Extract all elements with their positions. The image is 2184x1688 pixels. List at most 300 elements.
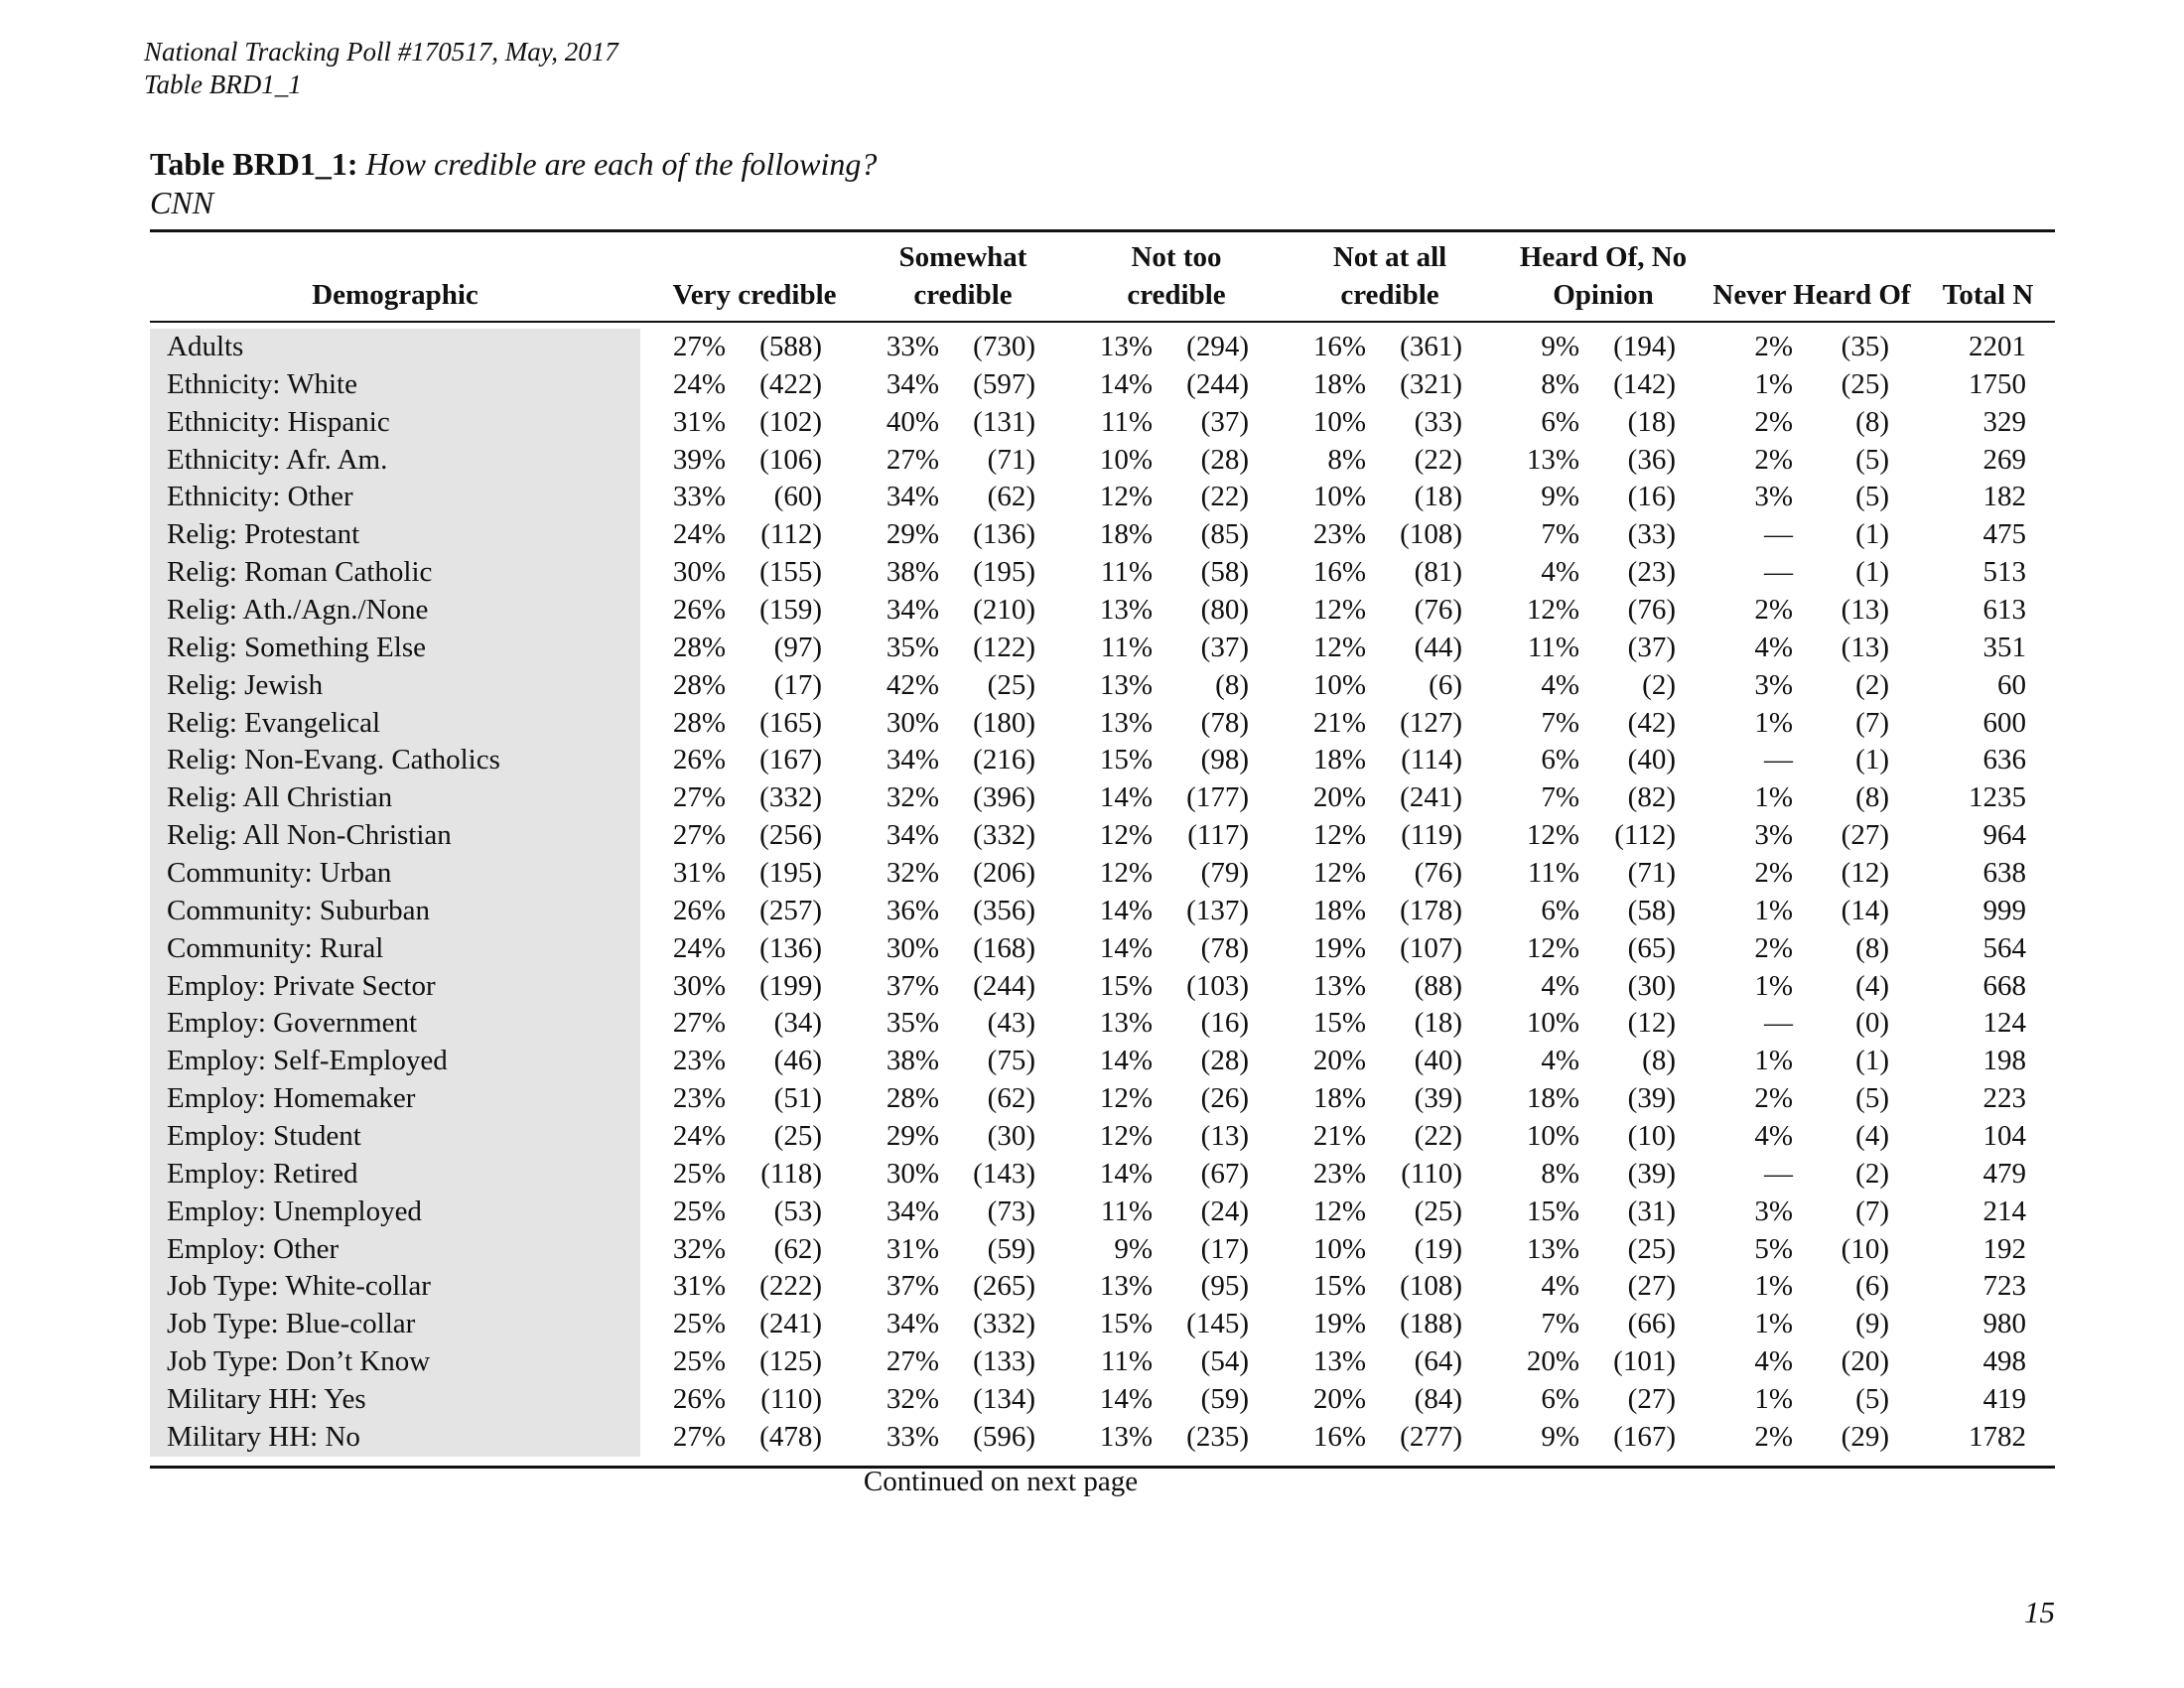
not-at-all-credible-count: (40)	[1414, 1045, 1462, 1077]
table-row	[150, 1118, 2055, 1156]
not-too-credible-count: (54)	[1200, 1345, 1249, 1378]
not-too-credible-count: (117)	[1187, 819, 1249, 852]
not-too-credible-percent: 13%	[1099, 706, 1153, 739]
top-rule	[150, 229, 2055, 232]
never-heard-of-percent: 1%	[1754, 1045, 1793, 1077]
somewhat-credible-percent: 37%	[886, 1270, 939, 1303]
somewhat-credible-percent: 33%	[886, 331, 939, 362]
never-heard-of-percent: 1%	[1754, 367, 1793, 400]
heard-of-no-opinion-percent: 15%	[1526, 1195, 1579, 1227]
row-label: Employ: Homemaker	[167, 1082, 416, 1115]
never-heard-of-count: (25)	[1841, 367, 1889, 400]
not-at-all-credible-count: (44)	[1414, 631, 1462, 663]
total-n: 269	[1982, 443, 2026, 476]
very-credible-percent: 30%	[672, 556, 726, 589]
very-credible-count: (53)	[773, 1195, 822, 1227]
not-too-credible-percent: 11%	[1100, 556, 1153, 589]
row-label: Community: Urban	[167, 857, 392, 890]
row-label: Community: Rural	[167, 931, 384, 964]
heard-of-no-opinion-percent: 10%	[1526, 1120, 1579, 1153]
very-credible-percent: 25%	[672, 1345, 726, 1378]
not-too-credible-count: (26)	[1200, 1082, 1249, 1115]
total-n: 182	[1982, 481, 2026, 513]
never-heard-of-count: (8)	[1855, 781, 1889, 814]
heard-of-no-opinion-percent: 4%	[1541, 1270, 1579, 1303]
not-at-all-credible-percent: 21%	[1312, 706, 1366, 739]
somewhat-credible-percent: 32%	[886, 857, 939, 890]
very-credible-percent: 27%	[672, 1420, 726, 1453]
table-row	[150, 442, 2055, 480]
not-at-all-credible-count: (110)	[1401, 1157, 1462, 1190]
very-credible-percent: 23%	[672, 1045, 726, 1077]
very-credible-count: (102)	[759, 405, 822, 438]
not-at-all-credible-percent: 18%	[1312, 367, 1366, 400]
heard-of-no-opinion-percent: 12%	[1526, 819, 1579, 852]
very-credible-percent: 24%	[672, 931, 726, 964]
not-too-credible-count: (177)	[1186, 781, 1249, 814]
not-at-all-credible-count: (88)	[1414, 969, 1462, 1002]
heard-of-no-opinion-percent: 11%	[1527, 631, 1579, 663]
never-heard-of-count: (14)	[1841, 894, 1889, 926]
never-heard-of-count: (10)	[1841, 1232, 1889, 1265]
never-heard-of-percent: 3%	[1754, 668, 1793, 701]
very-credible-count: (110)	[760, 1383, 822, 1416]
not-at-all-credible-count: (76)	[1414, 857, 1462, 890]
heard-of-no-opinion-count: (27)	[1627, 1383, 1676, 1416]
never-heard-of-count: (9)	[1855, 1308, 1889, 1340]
never-heard-of-percent: 4%	[1754, 1345, 1793, 1378]
row-label: Ethnicity: Other	[167, 481, 353, 513]
very-credible-count: (588)	[759, 331, 822, 362]
very-credible-percent: 28%	[672, 668, 726, 701]
never-heard-of-percent: 1%	[1754, 1383, 1793, 1416]
not-too-credible-percent: 14%	[1099, 1383, 1153, 1416]
never-heard-of-count: (7)	[1855, 1195, 1889, 1227]
not-at-all-credible-count: (39)	[1414, 1082, 1462, 1115]
very-credible-percent: 24%	[672, 367, 726, 400]
row-label: Relig: All Christian	[167, 781, 393, 814]
very-credible-percent: 24%	[672, 1120, 726, 1153]
not-too-credible-percent: 14%	[1099, 781, 1153, 814]
not-at-all-credible-count: (84)	[1414, 1383, 1462, 1416]
very-credible-count: (106)	[759, 443, 822, 476]
never-heard-of-count: (2)	[1855, 668, 1889, 701]
heard-of-no-opinion-percent: 7%	[1541, 518, 1579, 551]
very-credible-percent: 27%	[672, 781, 726, 814]
not-too-credible-percent: 12%	[1099, 1120, 1153, 1153]
not-at-all-credible-percent: 12%	[1312, 631, 1366, 663]
very-credible-count: (125)	[759, 1345, 822, 1378]
somewhat-credible-percent: 34%	[886, 744, 939, 776]
total-n: 124	[1982, 1007, 2026, 1040]
heard-of-no-opinion-percent: 9%	[1541, 331, 1579, 362]
not-too-credible-count: (244)	[1186, 367, 1249, 400]
somewhat-credible-count: (332)	[973, 1308, 1035, 1340]
very-credible-percent: 25%	[672, 1195, 726, 1227]
somewhat-credible-count: (136)	[973, 518, 1035, 551]
never-heard-of-percent: 1%	[1754, 781, 1793, 814]
not-too-credible-count: (37)	[1200, 631, 1249, 663]
not-at-all-credible-percent: 20%	[1312, 1383, 1366, 1416]
somewhat-credible-percent: 34%	[886, 367, 939, 400]
very-credible-count: (62)	[773, 1232, 822, 1265]
row-label: Relig: Roman Catholic	[167, 556, 433, 589]
never-heard-of-count: (6)	[1855, 1270, 1889, 1303]
row-label: Job Type: Blue-collar	[167, 1308, 416, 1340]
not-too-credible-percent: 15%	[1099, 744, 1153, 776]
very-credible-count: (478)	[759, 1420, 822, 1453]
row-label: Employ: Government	[167, 1007, 418, 1040]
table-row	[150, 479, 2055, 516]
never-heard-of-count: (8)	[1855, 931, 1889, 964]
not-at-all-credible-count: (33)	[1414, 405, 1462, 438]
somewhat-credible-count: (356)	[973, 894, 1035, 926]
total-n: 192	[1982, 1232, 2026, 1265]
not-too-credible-percent: 9%	[1114, 1232, 1153, 1265]
never-heard-of-count: (8)	[1855, 405, 1889, 438]
very-credible-count: (60)	[773, 481, 822, 513]
heard-of-no-opinion-count: (18)	[1627, 405, 1676, 438]
never-heard-of-count: (4)	[1855, 969, 1889, 1002]
somewhat-credible-count: (59)	[987, 1232, 1035, 1265]
heard-of-no-opinion-count: (25)	[1627, 1232, 1676, 1265]
table-row	[150, 1381, 2055, 1419]
not-too-credible-percent: 12%	[1099, 819, 1153, 852]
somewhat-credible-percent: 35%	[886, 631, 939, 663]
never-heard-of-percent: 4%	[1754, 631, 1793, 663]
not-at-all-credible-percent: 16%	[1312, 331, 1366, 362]
not-at-all-credible-count: (178)	[1400, 894, 1462, 926]
somewhat-credible-count: (73)	[987, 1195, 1035, 1227]
table-row	[150, 329, 2055, 366]
not-too-credible-percent: 14%	[1099, 1157, 1153, 1190]
heard-of-no-opinion-percent: 10%	[1526, 1007, 1579, 1040]
not-at-all-credible-count: (321)	[1400, 367, 1462, 400]
continued-text: Continued on next page	[863, 1466, 1139, 1497]
not-at-all-credible-percent: 18%	[1312, 894, 1366, 926]
somewhat-credible-count: (210)	[973, 594, 1035, 627]
never-heard-of-percent: 2%	[1754, 1082, 1793, 1115]
somewhat-credible-count: (244)	[973, 969, 1035, 1002]
somewhat-credible-count: (75)	[987, 1045, 1035, 1077]
never-heard-of-count: (20)	[1841, 1345, 1889, 1378]
very-credible-count: (422)	[759, 367, 822, 400]
somewhat-credible-percent: 38%	[886, 556, 939, 589]
not-at-all-credible-percent: 20%	[1312, 781, 1366, 814]
row-label: Ethnicity: White	[167, 367, 357, 400]
somewhat-credible-count: (71)	[987, 443, 1035, 476]
somewhat-credible-percent: 30%	[886, 706, 939, 739]
row-label: Military HH: No	[167, 1420, 360, 1453]
very-credible-count: (159)	[759, 594, 822, 627]
total-n: 60	[1997, 668, 2026, 701]
table-id: Table BRD1_1	[144, 70, 302, 99]
heard-of-no-opinion-percent: 4%	[1541, 668, 1579, 701]
never-heard-of-count: (13)	[1841, 631, 1889, 663]
not-at-all-credible-count: (107)	[1400, 931, 1462, 964]
total-n: 104	[1982, 1120, 2026, 1153]
heard-of-no-opinion-count: (42)	[1627, 706, 1676, 739]
somewhat-credible-percent: 36%	[886, 894, 939, 926]
somewhat-credible-percent: 34%	[886, 594, 939, 627]
heard-of-no-opinion-count: (8)	[1642, 1045, 1676, 1077]
heard-of-no-opinion-count: (101)	[1613, 1345, 1676, 1378]
row-label: Job Type: Don’t Know	[167, 1345, 431, 1378]
somewhat-credible-percent: 42%	[886, 668, 939, 701]
heard-of-no-opinion-count: (142)	[1613, 367, 1676, 400]
somewhat-credible-count: (168)	[973, 931, 1035, 964]
very-credible-count: (257)	[759, 894, 822, 926]
not-at-all-credible-percent: 8%	[1327, 443, 1366, 476]
very-credible-percent: 27%	[672, 331, 726, 362]
not-too-credible-count: (145)	[1186, 1308, 1249, 1340]
not-at-all-credible-count: (76)	[1414, 594, 1462, 627]
row-label: Employ: Unemployed	[167, 1195, 422, 1227]
very-credible-percent: 31%	[672, 405, 726, 438]
total-n: 638	[1982, 857, 2026, 890]
not-at-all-credible-percent: 12%	[1312, 1195, 1366, 1227]
table-row	[150, 404, 2055, 442]
heard-of-no-opinion-percent: 12%	[1526, 931, 1579, 964]
total-n: 723	[1982, 1270, 2026, 1303]
somewhat-credible-percent: 27%	[886, 1345, 939, 1378]
not-too-credible-percent: 13%	[1099, 331, 1153, 362]
table-row	[150, 1306, 2055, 1343]
not-too-credible-count: (95)	[1200, 1270, 1249, 1303]
heard-of-no-opinion-percent: 9%	[1541, 1420, 1579, 1453]
row-label: Ethnicity: Afr. Am.	[167, 443, 388, 476]
table-row	[150, 516, 2055, 554]
not-too-credible-percent: 14%	[1099, 1045, 1153, 1077]
heard-of-no-opinion-percent: 4%	[1541, 1045, 1579, 1077]
heard-of-no-opinion-count: (58)	[1627, 894, 1676, 926]
not-too-credible-percent: 11%	[1100, 631, 1153, 663]
not-at-all-credible-count: (119)	[1401, 819, 1462, 852]
table-subtitle: CNN	[150, 185, 214, 220]
somewhat-credible-count: (396)	[973, 781, 1035, 814]
somewhat-credible-percent: 31%	[886, 1232, 939, 1265]
heard-of-no-opinion-count: (30)	[1627, 969, 1676, 1002]
very-credible-count: (155)	[759, 556, 822, 589]
very-credible-percent: 26%	[672, 894, 726, 926]
never-heard-of-count: (0)	[1855, 1007, 1889, 1040]
not-too-credible-count: (67)	[1200, 1157, 1249, 1190]
row-label: Ethnicity: Hispanic	[167, 405, 390, 438]
not-too-credible-percent: 14%	[1099, 894, 1153, 926]
not-too-credible-count: (79)	[1200, 857, 1249, 890]
total-n: 600	[1982, 706, 2026, 739]
never-heard-of-percent: 1%	[1754, 1270, 1793, 1303]
heard-of-no-opinion-percent: 12%	[1526, 594, 1579, 627]
not-too-credible-percent: 11%	[1100, 1345, 1153, 1378]
not-too-credible-percent: 12%	[1099, 481, 1153, 513]
very-credible-percent: 26%	[672, 594, 726, 627]
page-header	[144, 36, 618, 101]
never-heard-of-count: (5)	[1855, 443, 1889, 476]
not-too-credible-count: (137)	[1186, 894, 1249, 926]
heard-of-no-opinion-count: (71)	[1627, 857, 1676, 890]
very-credible-percent: 25%	[672, 1157, 726, 1190]
never-heard-of-count: (29)	[1841, 1420, 1889, 1453]
very-credible-percent: 28%	[672, 706, 726, 739]
heard-of-no-opinion-count: (66)	[1627, 1308, 1676, 1340]
not-too-credible-count: (22)	[1200, 481, 1249, 513]
somewhat-credible-count: (597)	[973, 367, 1035, 400]
not-too-credible-percent: 14%	[1099, 931, 1153, 964]
heard-of-no-opinion-count: (36)	[1627, 443, 1676, 476]
somewhat-credible-count: (143)	[973, 1157, 1035, 1190]
somewhat-credible-percent: 32%	[886, 1383, 939, 1416]
total-n: 1750	[1969, 367, 2026, 400]
never-heard-of-count: (4)	[1855, 1120, 1889, 1153]
not-at-all-credible-percent: 10%	[1312, 1232, 1366, 1265]
never-heard-of-count: (27)	[1841, 819, 1889, 852]
not-too-credible-count: (78)	[1200, 706, 1249, 739]
not-too-credible-count: (28)	[1200, 1045, 1249, 1077]
somewhat-credible-percent: 34%	[886, 819, 939, 852]
never-heard-of-percent: 4%	[1754, 1120, 1793, 1153]
never-heard-of-percent: 2%	[1754, 594, 1793, 627]
not-at-all-credible-count: (18)	[1414, 1007, 1462, 1040]
poll-name: National Tracking Poll #170517, May, 2017	[144, 37, 618, 67]
never-heard-of-count: (7)	[1855, 706, 1889, 739]
never-heard-of-percent: 2%	[1754, 331, 1793, 362]
not-at-all-credible-percent: 21%	[1312, 1120, 1366, 1153]
heard-of-no-opinion-percent: 6%	[1541, 1383, 1579, 1416]
table-row	[150, 779, 2055, 817]
very-credible-count: (34)	[773, 1007, 822, 1040]
heard-of-no-opinion-percent: 6%	[1541, 744, 1579, 776]
total-n: 475	[1982, 518, 2026, 551]
heard-of-no-opinion-percent: 7%	[1541, 1308, 1579, 1340]
very-credible-count: (195)	[759, 857, 822, 890]
never-heard-of-percent: 2%	[1754, 443, 1793, 476]
not-too-credible-count: (59)	[1200, 1383, 1249, 1416]
somewhat-credible-percent: 27%	[886, 443, 939, 476]
somewhat-credible-count: (122)	[973, 631, 1035, 663]
not-at-all-credible-count: (64)	[1414, 1345, 1462, 1378]
not-too-credible-percent: 13%	[1099, 594, 1153, 627]
never-heard-of-percent: —	[1764, 1007, 1793, 1040]
not-at-all-credible-percent: 19%	[1312, 1308, 1366, 1340]
table-row	[150, 1343, 2055, 1381]
very-credible-count: (51)	[773, 1082, 822, 1115]
total-n: 980	[1982, 1308, 2026, 1340]
somewhat-credible-count: (30)	[987, 1120, 1035, 1153]
never-heard-of-count: (13)	[1841, 594, 1889, 627]
not-too-credible-count: (17)	[1200, 1232, 1249, 1265]
heard-of-no-opinion-percent: 6%	[1541, 894, 1579, 926]
not-at-all-credible-percent: 15%	[1312, 1270, 1366, 1303]
heard-of-no-opinion-count: (39)	[1627, 1157, 1676, 1190]
heard-of-no-opinion-percent: 13%	[1526, 1232, 1579, 1265]
col-header-never-heard-of: Never Heard Of	[1712, 279, 1911, 311]
table-row	[150, 1043, 2055, 1080]
table-row	[150, 855, 2055, 893]
very-credible-count: (199)	[759, 969, 822, 1002]
not-at-all-credible-count: (22)	[1414, 443, 1462, 476]
col-header-very-credible: Very credible	[672, 279, 837, 311]
never-heard-of-count: (1)	[1855, 744, 1889, 776]
somewhat-credible-percent: 40%	[886, 405, 939, 438]
somewhat-credible-percent: 34%	[886, 481, 939, 513]
table-title	[150, 144, 877, 184]
row-label: Relig: Protestant	[167, 518, 360, 551]
somewhat-credible-count: (180)	[973, 706, 1035, 739]
somewhat-credible-count: (206)	[973, 857, 1035, 890]
table-row	[150, 1419, 2055, 1457]
not-at-all-credible-percent: 12%	[1312, 594, 1366, 627]
not-at-all-credible-count: (19)	[1414, 1232, 1462, 1265]
not-too-credible-percent: 10%	[1099, 443, 1153, 476]
not-at-all-credible-count: (241)	[1400, 781, 1462, 814]
not-too-credible-count: (13)	[1200, 1120, 1249, 1153]
somewhat-credible-percent: 38%	[886, 1045, 939, 1077]
somewhat-credible-percent: 37%	[886, 969, 939, 1002]
never-heard-of-count: (1)	[1855, 518, 1889, 551]
table-row	[150, 817, 2055, 855]
heard-of-no-opinion-count: (10)	[1627, 1120, 1676, 1153]
heard-of-no-opinion-count: (27)	[1627, 1270, 1676, 1303]
very-credible-percent: 27%	[672, 819, 726, 852]
somewhat-credible-count: (216)	[973, 744, 1035, 776]
heard-of-no-opinion-percent: 11%	[1527, 857, 1579, 890]
heard-of-no-opinion-percent: 20%	[1526, 1345, 1579, 1378]
row-label: Relig: All Non-Christian	[167, 819, 452, 852]
heard-of-no-opinion-percent: 13%	[1526, 443, 1579, 476]
table-row	[150, 630, 2055, 667]
very-credible-percent: 27%	[672, 1007, 726, 1040]
somewhat-credible-count: (62)	[987, 481, 1035, 513]
table-row	[150, 667, 2055, 705]
total-n: 2201	[1969, 331, 2026, 362]
heard-of-no-opinion-percent: 7%	[1541, 706, 1579, 739]
row-label: Relig: Jewish	[167, 668, 324, 701]
not-at-all-credible-count: (277)	[1400, 1420, 1462, 1453]
very-credible-count: (241)	[759, 1308, 822, 1340]
heard-of-no-opinion-count: (76)	[1627, 594, 1676, 627]
table-question: How credible are each of the following?	[365, 146, 878, 182]
very-credible-percent: 25%	[672, 1308, 726, 1340]
not-at-all-credible-percent: 18%	[1312, 744, 1366, 776]
not-too-credible-count: (78)	[1200, 931, 1249, 964]
very-credible-count: (46)	[773, 1045, 822, 1077]
not-at-all-credible-count: (6)	[1429, 668, 1462, 701]
total-n: 498	[1982, 1345, 2026, 1378]
row-label: Employ: Other	[167, 1232, 340, 1265]
never-heard-of-percent: 1%	[1754, 969, 1793, 1002]
never-heard-of-count: (2)	[1855, 1157, 1889, 1190]
not-at-all-credible-count: (25)	[1414, 1195, 1462, 1227]
never-heard-of-percent: —	[1764, 556, 1793, 589]
total-n: 214	[1982, 1195, 2026, 1227]
never-heard-of-percent: —	[1764, 518, 1793, 551]
heard-of-no-opinion-count: (194)	[1613, 331, 1676, 362]
heard-of-no-opinion-percent: 4%	[1541, 556, 1579, 589]
heard-of-no-opinion-count: (33)	[1627, 518, 1676, 551]
row-label: Employ: Retired	[167, 1157, 358, 1190]
not-at-all-credible-count: (22)	[1414, 1120, 1462, 1153]
not-too-credible-count: (37)	[1200, 405, 1249, 438]
table-row	[150, 968, 2055, 1006]
not-too-credible-count: (28)	[1200, 443, 1249, 476]
very-credible-percent: 30%	[672, 969, 726, 1002]
very-credible-count: (165)	[759, 706, 822, 739]
heard-of-no-opinion-count: (12)	[1627, 1007, 1676, 1040]
total-n: 198	[1982, 1045, 2026, 1077]
very-credible-percent: 23%	[672, 1082, 726, 1115]
heard-of-no-opinion-count: (167)	[1613, 1420, 1676, 1453]
